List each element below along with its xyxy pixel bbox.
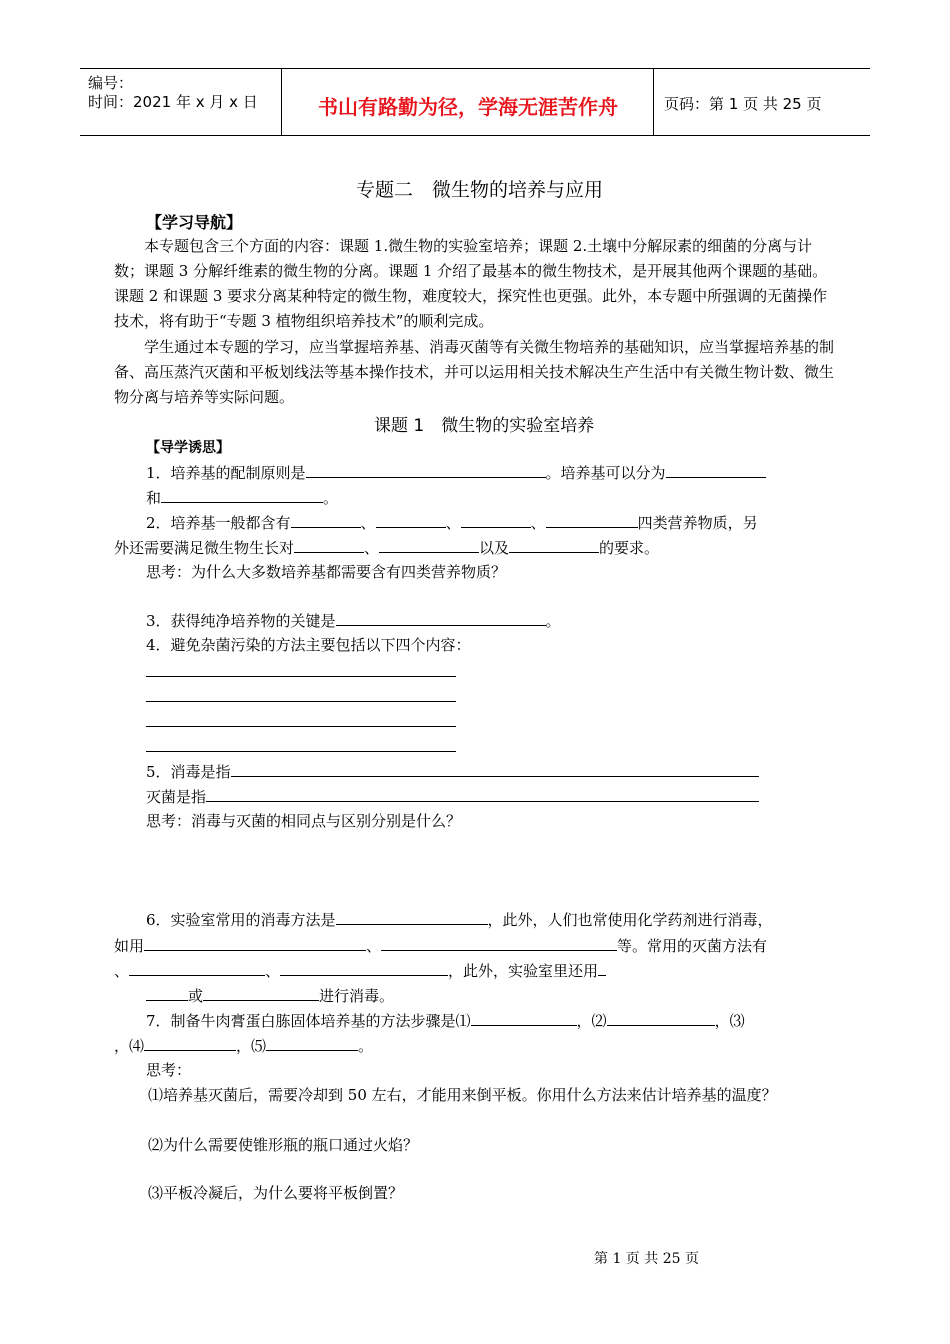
motto: 书山有路勤为径，学海无涯苦作舟 xyxy=(318,95,618,119)
q6-text-b: ，此外，人们也常使用化学药剂进行消毒， xyxy=(487,911,773,929)
q2-blank-2[interactable] xyxy=(376,511,446,528)
footer-page-number: 第 1 页 共 25 页 xyxy=(594,1251,699,1267)
header-right-cell xyxy=(654,69,870,135)
sep: 、 xyxy=(364,539,380,557)
q7-blank-2[interactable] xyxy=(607,1009,715,1026)
think-3-item-2: ⑵为什么需要使锥形瓶的瓶口通过火焰？ xyxy=(148,1136,419,1154)
q7-text-d: ，⑷ xyxy=(114,1037,145,1055)
think-3-item-1: ⑴培养基灭菌后，需要冷却到 50 左右，才能用来倒平板。你用什么方法来估计培养基的温度？ xyxy=(148,1086,777,1104)
page-title: 专题二 微生物的培养与应用 xyxy=(356,179,604,201)
q1-text-a: 1．培养基的配制原则是 xyxy=(146,464,306,482)
q7-text-e: ，⑸ xyxy=(236,1037,267,1055)
q7-blank-5[interactable] xyxy=(266,1034,358,1051)
date-label: 时间：2021 年 x 月 x 日 xyxy=(88,93,258,111)
intro-paragraph-2: 学生通过本专题的学习，应当掌握培养基、消毒灭菌等有关微生物培养的基础知识，应当掌握培养基的制备、高压蒸汽灭菌和平板划线法等基本操作技术，并可以运用相关技术解决生产生活中有关微生物计数、微生物分离与培养等实际问题。 xyxy=(114,338,835,406)
sep: 、 xyxy=(114,962,130,980)
q7-blank-1[interactable] xyxy=(471,1009,577,1026)
sep: 、 xyxy=(360,514,376,532)
q6-blank-6[interactable] xyxy=(598,959,606,976)
q1-text-b: 。培养基可以分为 xyxy=(545,464,666,482)
sep: 、 xyxy=(366,937,382,955)
think-2: 思考：消毒与灭菌的相同点与区别分别是什么？ xyxy=(146,812,462,830)
q5-blank-1[interactable] xyxy=(231,760,759,777)
q4-answer-line-3[interactable] xyxy=(146,726,456,727)
question-6-cont-2 xyxy=(114,959,606,981)
question-4: 4．避免杂菌污染的方法主要包括以下四个内容： xyxy=(146,636,471,654)
q1-text-c: 和 xyxy=(146,489,162,507)
sep: 、 xyxy=(445,514,461,532)
q3-blank[interactable] xyxy=(336,609,546,626)
q1-text-d: 。 xyxy=(323,489,339,507)
q7-text-b: ，⑵ xyxy=(576,1012,607,1030)
q4-answer-line-2[interactable] xyxy=(146,701,456,702)
q1-blank-3[interactable] xyxy=(161,486,323,503)
question-3 xyxy=(146,609,561,631)
q2-blank-6[interactable] xyxy=(379,536,479,553)
q1-blank-1[interactable] xyxy=(306,461,546,478)
question-5 xyxy=(146,760,759,782)
question-6-cont-1 xyxy=(114,934,767,956)
q6-text-e: ，此外，实验室里还用 xyxy=(448,962,599,980)
q2-blank-1[interactable] xyxy=(291,511,361,528)
q7-text-c: ，⑶ xyxy=(714,1012,745,1030)
q2-text-c: 外还需要满足微生物生长对 xyxy=(114,539,295,557)
q4-answer-line-1[interactable] xyxy=(146,676,456,677)
think-1: 思考：为什么大多数培养基都需要含有四类营养物质？ xyxy=(146,563,507,581)
q6-blank-8[interactable] xyxy=(203,984,319,1001)
code-label: 编号： xyxy=(88,74,134,92)
question-6 xyxy=(146,908,773,930)
q1-blank-2[interactable] xyxy=(666,461,766,478)
q7-text-a: 7．制备牛肉膏蛋白胨固体培养基的方法步骤是⑴ xyxy=(146,1012,471,1030)
q6-blank-2[interactable] xyxy=(144,934,366,951)
q6-blank-4[interactable] xyxy=(129,959,265,976)
q2-text-e: 的要求。 xyxy=(599,539,660,557)
q2-blank-4[interactable] xyxy=(546,511,638,528)
question-1-cont xyxy=(146,486,338,508)
q6-text-f: 或 xyxy=(188,987,204,1005)
nav-heading: 【学习导航】 xyxy=(146,213,243,232)
q3-text-b: 。 xyxy=(545,612,561,630)
q5-blank-2[interactable] xyxy=(206,785,759,802)
q3-text-a: 3．获得纯净培养物的关键是 xyxy=(146,612,336,630)
guide-heading: 【导学诱思】 xyxy=(146,440,230,456)
q2-text-b: 四类营养物质，另 xyxy=(637,514,758,532)
think-3-item-3: ⑶平板冷凝后，为什么要将平板倒置？ xyxy=(148,1184,404,1202)
q6-text-d: 等。常用的灭菌方法有 xyxy=(617,937,768,955)
sep: 、 xyxy=(530,514,546,532)
q2-text-a: 2．培养基一般都含有 xyxy=(146,514,291,532)
q5-text-b: 灭菌是指 xyxy=(146,788,207,806)
q6-text-g: 进行消毒。 xyxy=(319,987,395,1005)
q6-blank-1[interactable] xyxy=(336,908,488,925)
question-2 xyxy=(146,511,758,533)
question-2-cont xyxy=(114,536,659,558)
q6-blank-5[interactable] xyxy=(280,959,448,976)
header-table xyxy=(80,68,870,136)
q7-blank-4[interactable] xyxy=(144,1034,236,1051)
q2-blank-5[interactable] xyxy=(294,536,364,553)
question-5-cont xyxy=(146,785,759,807)
page-label: 页码：第 1 页 共 25 页 xyxy=(664,95,822,113)
think-3: 思考： xyxy=(146,1061,192,1079)
sep: 、 xyxy=(265,962,281,980)
question-7-cont xyxy=(114,1034,373,1056)
intro-paragraph-1: 本专题包含三个方面的内容：课题 1.微生物的实验室培养；课题 2.土壤中分解尿素的细菌的分离与计数；课题 3 分解纤维素的微生物的分离。课题 1 介绍了最基本的微生物技术，是开展其他两个课题的基础。课题 2 和课题 3 要求分离某种特定的微生物，难度较大，探究性也更强。此外，本专题中所强调的无菌操作技术，将有助于“专题 3 植物组织培养技术”的顺利完成。 xyxy=(114,237,828,330)
q4-answer-line-4[interactable] xyxy=(146,751,456,752)
header-motto-cell xyxy=(282,69,654,135)
header-left-cell xyxy=(80,69,282,135)
question-6-cont-3 xyxy=(146,984,394,1006)
q2-blank-3[interactable] xyxy=(461,511,531,528)
q6-blank-3[interactable] xyxy=(381,934,617,951)
question-1 xyxy=(146,461,766,483)
q6-text-a: 6．实验室常用的消毒方法是 xyxy=(146,911,336,929)
q5-text-a: 5．消毒是指 xyxy=(146,763,231,781)
q2-text-d: 以及 xyxy=(479,539,510,557)
q6-blank-7[interactable] xyxy=(146,984,188,1001)
q7-text-f: 。 xyxy=(358,1037,374,1055)
q6-text-c: 如用 xyxy=(114,937,145,955)
q2-blank-7[interactable] xyxy=(509,536,599,553)
question-7 xyxy=(146,1009,745,1031)
subtitle: 课题 1 微生物的实验室培养 xyxy=(374,416,595,436)
